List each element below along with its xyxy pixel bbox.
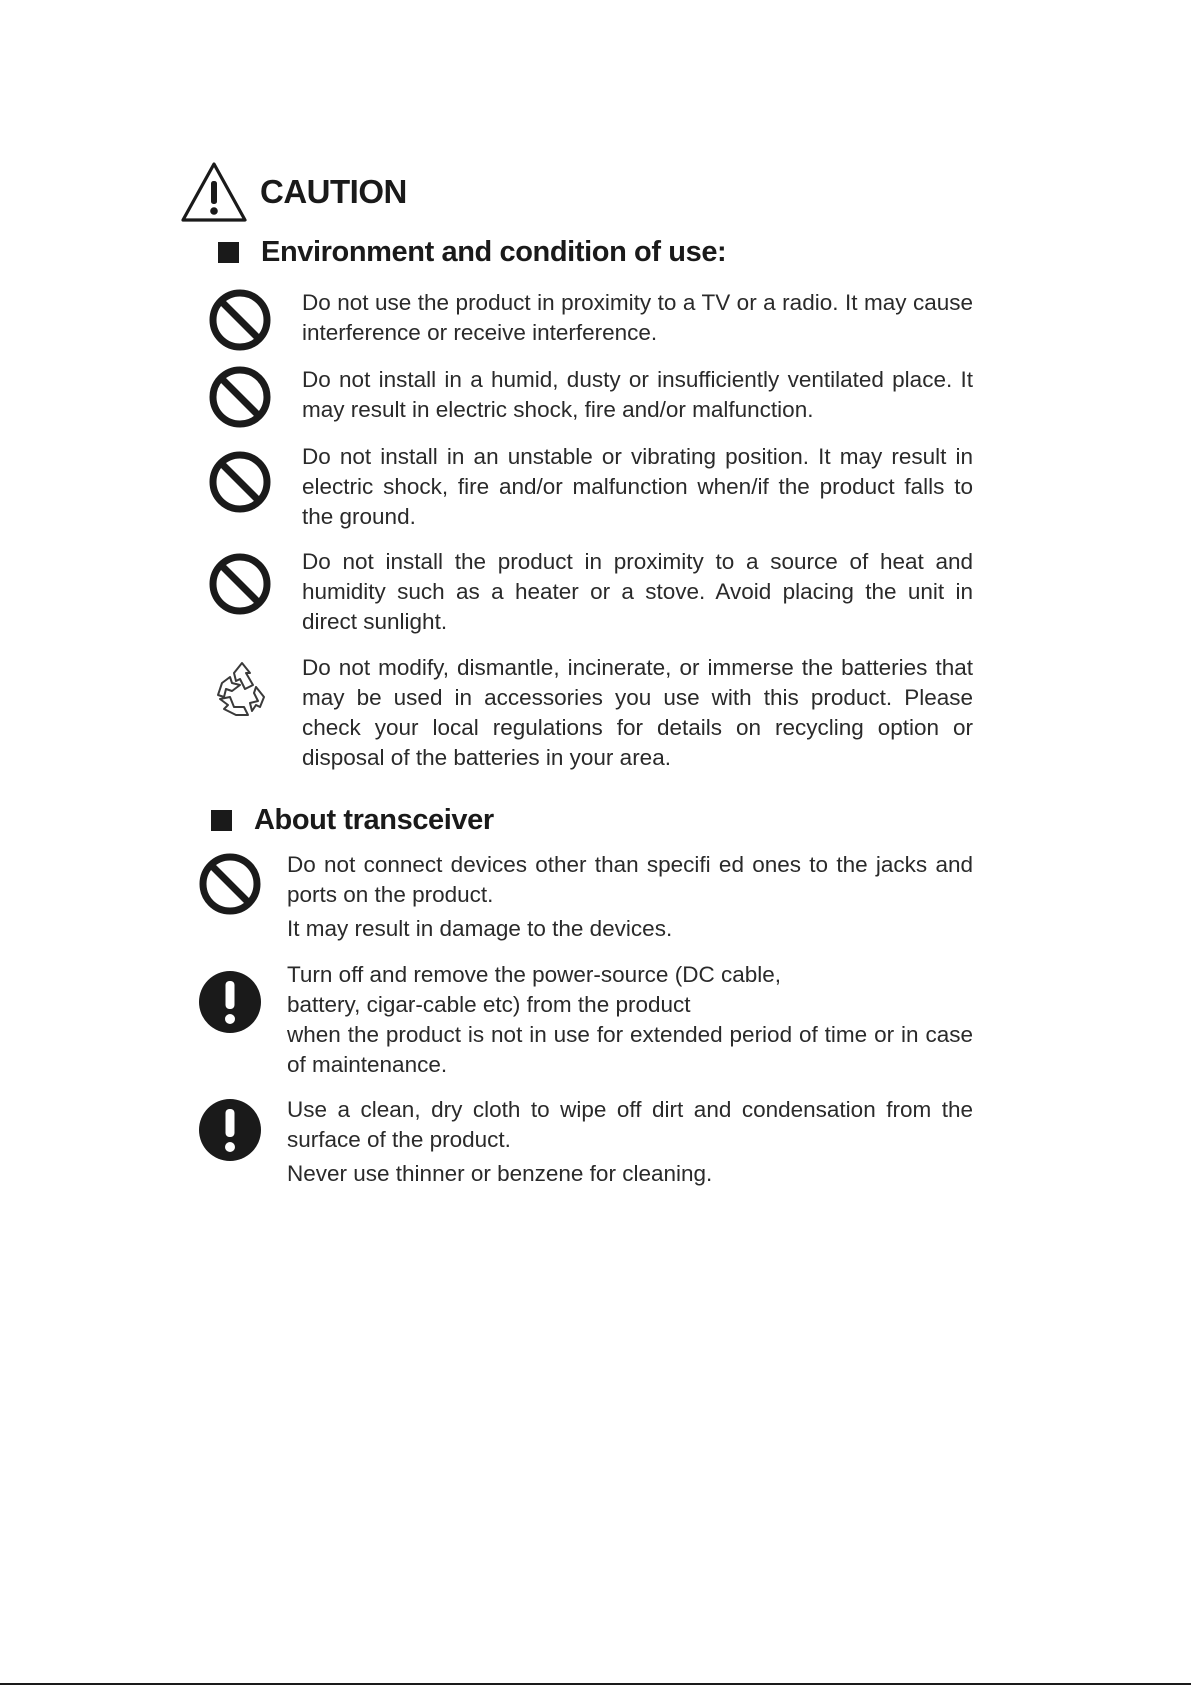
item-text: Turn off and remove the power-source (DC cable, <box>287 962 781 987</box>
mandatory-action-icon <box>198 970 262 1034</box>
prohibition-icon <box>208 365 272 429</box>
item-text: Do not modify, dismantle, incinerate, or immerse the batteries that may be used in accessories you use with this product. Please check your local regulations for details on recycling option or disposal of the batteries in your area. <box>302 655 973 770</box>
list-item <box>208 442 973 532</box>
section-heading-text: About transceiver <box>254 804 494 836</box>
item-text: It may result in damage to the devices. <box>287 916 673 941</box>
item-text: Do not use the product in proximity to a TV or a radio. It may cause interference or receive interference. <box>302 290 973 345</box>
prohibition-icon <box>208 288 272 352</box>
warning-triangle-icon <box>180 161 248 223</box>
section-heading-text: Environment and condition of use: <box>261 236 727 268</box>
section-heading-environment <box>218 236 726 269</box>
list-item <box>208 653 973 773</box>
item-text: when the product is not in use for extended period of time or in case of maintenance. <box>287 1022 973 1077</box>
list-item <box>198 960 973 1080</box>
caution-header <box>180 160 407 224</box>
mandatory-action-icon <box>198 1098 262 1162</box>
prohibition-icon <box>198 852 262 916</box>
recycle-icon <box>210 659 274 723</box>
list-item <box>208 547 973 637</box>
list-item <box>198 850 973 944</box>
item-text: Never use thinner or benzene for cleaning. <box>287 1161 713 1186</box>
item-text: Use a clean, dry cloth to wipe off dirt and condensation from the surface of the product. <box>287 1097 973 1152</box>
item-text: battery, cigar-cable etc) from the product <box>287 992 691 1017</box>
item-text: Do not install the product in proximity to a source of heat and humidity such as a heater or a stove. Avoid placing the unit in direct sunlight. <box>302 549 973 634</box>
prohibition-icon <box>208 450 272 514</box>
square-bullet-icon <box>211 810 232 831</box>
list-item <box>208 288 973 348</box>
prohibition-icon <box>208 552 272 616</box>
item-text: Do not install in an unstable or vibrating position. It may result in electric shock, fire and/or malfunction when/if the product falls to the ground. <box>302 444 973 529</box>
list-item <box>198 1095 973 1189</box>
square-bullet-icon <box>218 242 239 263</box>
list-item <box>208 365 973 425</box>
item-text: Do not install in a humid, dusty or insufficiently ventilated place. It may result in electric shock, fire and/or malfunction. <box>302 367 973 422</box>
item-text: Do not connect devices other than specifi ed ones to the jacks and ports on the product. <box>287 852 973 907</box>
caution-title: CAUTION <box>260 173 407 210</box>
section-heading-transceiver <box>211 804 494 837</box>
